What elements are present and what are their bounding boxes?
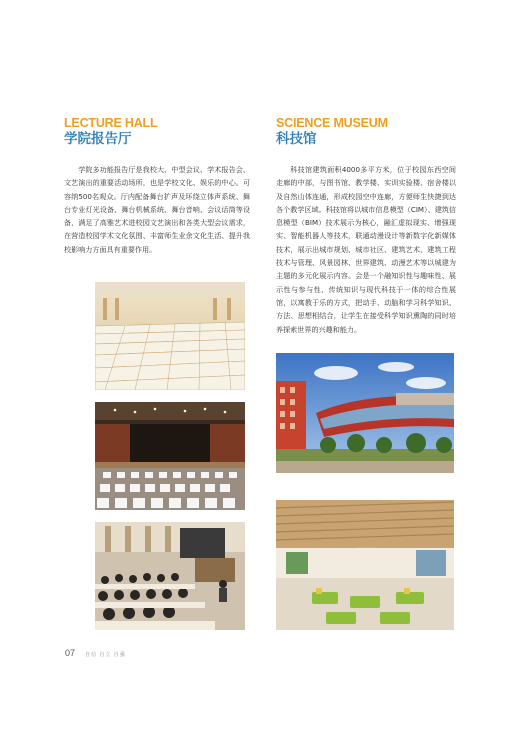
science-museum-interior-photo xyxy=(276,500,454,630)
science-museum-en-title: SCIENCE MUSEUM xyxy=(276,116,388,130)
lecture-hall-zh-title: 学院报告厅 xyxy=(64,131,132,147)
science-museum-description: 科技馆建筑面积4000多平方米，位于校园东西空间走廊的中部，与图书馆、教学楼、实训实验楼、宿舍楼以及自然山体连通，形成校园空中连廊，方便师生快捷到达各个教学区域。科技馆将以城市信息模型（CIM）、建筑信息模型（BIM）技术展示为核心，融汇虚拟现实、增强现实、智能机器人等技术，联通动漫设计等新数字化新媒体技术，展示出城市规划、城市社区、建筑艺术、建筑工程技术与管理、风景园林、世界建筑、动漫艺术等以城建为主题的多元化展示内容。会是一个融知识性与趣味性、展示性与参与性、传统知识与现代科技于一体的综合性展馆，以寓教于乐的方式，把动手、动脑和学习科学知识、方法、思想相结合，让学生在接受科学知识熏陶的同时培养探索世界的兴趣和能力。 xyxy=(276,165,456,334)
lecture-hall-en-title: LECTURE HALL xyxy=(64,116,158,130)
auditorium-seats-photo xyxy=(95,282,245,390)
science-museum-building-photo xyxy=(276,353,454,473)
page-footer xyxy=(65,648,126,658)
stage-hall-photo xyxy=(95,402,245,510)
footer-slogan: 自信 自立 自强 xyxy=(85,652,126,658)
lecture-hall-section xyxy=(64,116,250,256)
science-museum-zh-title: 科技馆 xyxy=(276,131,317,147)
students-lecture-photo xyxy=(95,522,245,630)
science-museum-section xyxy=(276,116,456,336)
lecture-hall-description: 学院多功能报告厅是我校大、中型会议、学术报告会、文艺演出的重要活动场所，也是学校文化、娱乐的中心。可容纳500名观众。厅内配备舞台扩声及环绕立体声系统、舞台专业灯光设备、舞台机械系统、舞台音响、会议话筒等设备，满足了高雅艺术进校园文艺演出和各类大型会议需求，在营造校园学术文化氛围、丰富师生业余文化生活、提升我校影响力方面具有重要作用。 xyxy=(64,165,250,254)
page-number: 07 xyxy=(65,648,76,658)
